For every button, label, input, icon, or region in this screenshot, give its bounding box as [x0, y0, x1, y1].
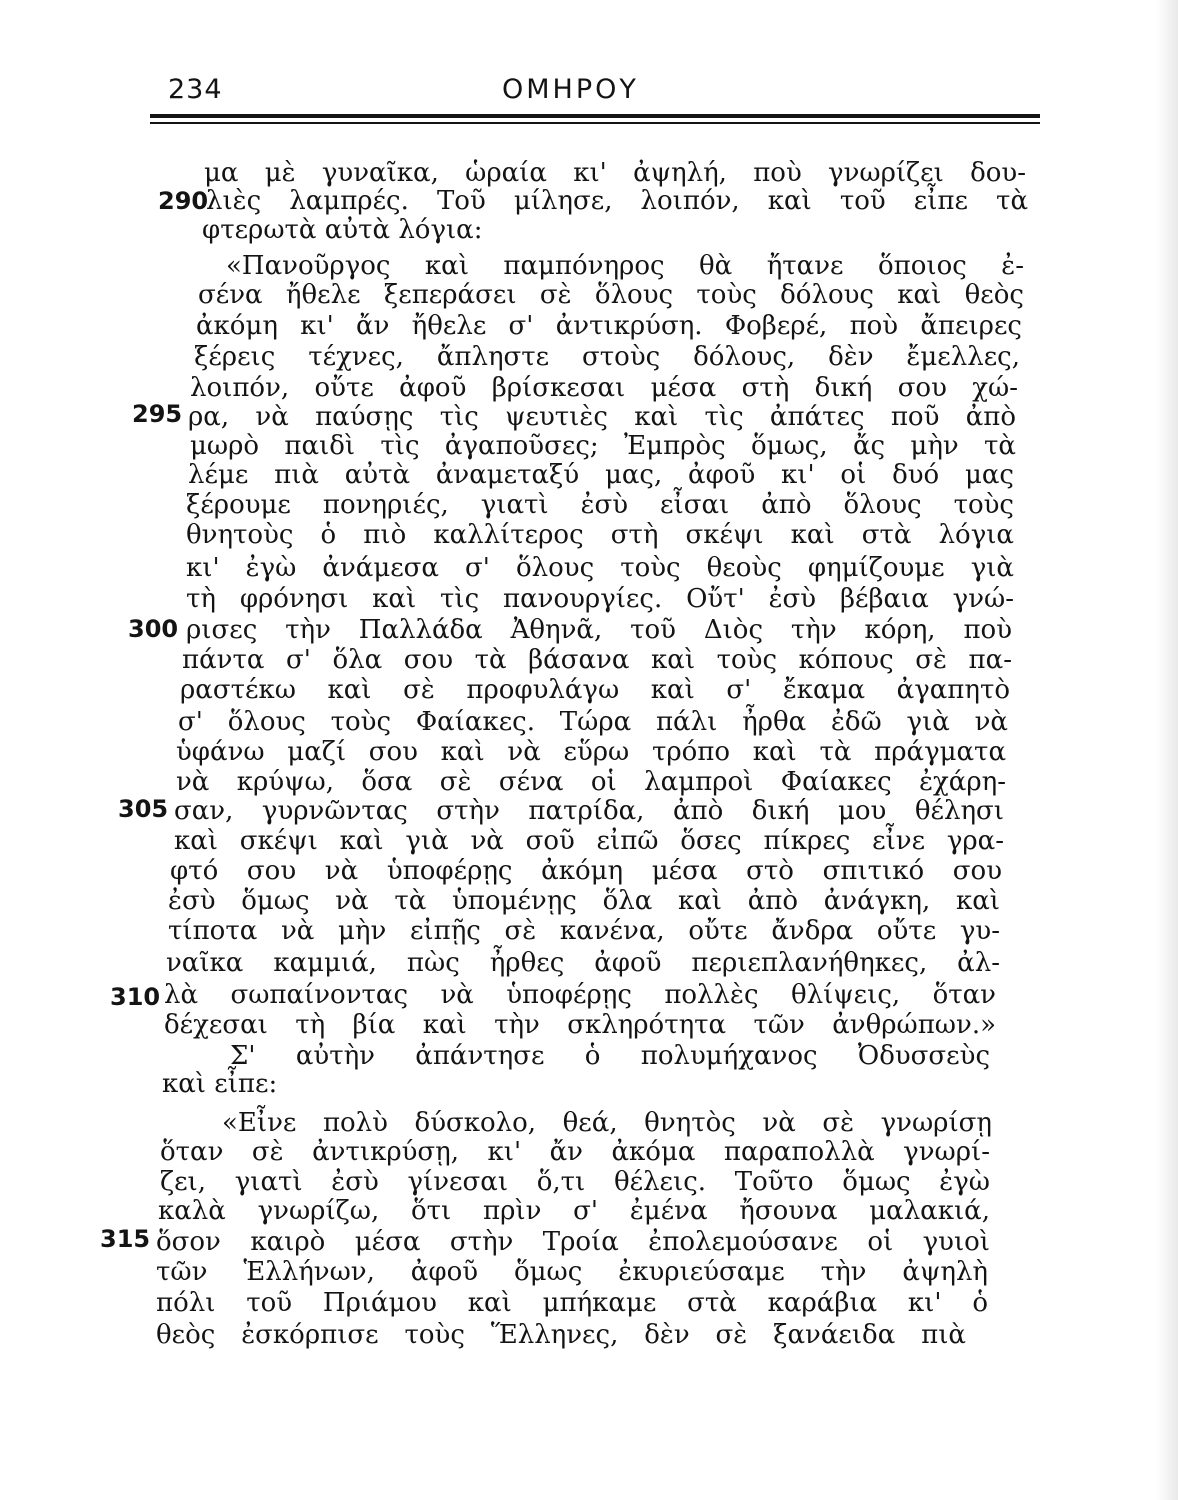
text-line: καὶ εἶπε:: [162, 1069, 278, 1099]
text-line: τῶν Ἑλλήνων, ἀφοῦ ὅμως ἐκυριεύσαμε τὴν ἀψηλὴ: [156, 1257, 988, 1287]
text-line: σαν, γυρνῶντας στὴν πατρίδα, ἀπὸ δική μου θέλησι: [174, 796, 1004, 826]
text-line: ὑφάνω μαζί σου καὶ νὰ εὕρω τρόπο καὶ τὰ πράγματα: [176, 737, 1006, 767]
text-line: λιὲς λαμπρές. Τοῦ μίλησε, λοιπόν, καὶ τοῦ εἶπε τὰ: [206, 186, 1028, 216]
text-line: δέχεσαι τὴ βία καὶ τὴν σκληρότητα τῶν ἀνθρώπων.»: [164, 1010, 996, 1040]
text-line: τίποτα νὰ μὴν εἰπῇς σὲ κανένα, οὔτε ἄνδρα οὔτε γυ-: [168, 916, 1000, 946]
text-line: Σ' αὐτὴν ἀπάντησε ὁ πολυμήχανος Ὀδυσσεὺς: [230, 1041, 990, 1071]
text-line: λέμε πιὰ αὐτὰ ἀναμεταξύ μας, ἀφοῦ κι' οἱ δυό μας: [188, 460, 1014, 490]
text-line: ναῖκα καμμιά, πὼς ἦρθες ἀφοῦ περιεπλανήθηκες, ἀλ-: [166, 948, 1000, 978]
line-number-300: 300: [128, 615, 179, 643]
text-line: πάντα σ' ὅλα σου τὰ βάσανα καὶ τοὺς κόπους σὲ πα-: [182, 645, 1012, 675]
text-line: τὴ φρόνησι καὶ τὶς πανουργίες. Οὔτ' ἐσὺ βέβαια γνώ-: [186, 584, 1014, 614]
text-line: θεὸς ἐσκόρπισε τοὺς Ἕλληνες, δὲν σὲ ξανάειδα πιὰ: [156, 1320, 966, 1350]
text-line: ἐσὺ ὅμως νὰ τὰ ὑπομένῃς ὅλα καὶ ἀπὸ ἀνάγκη, καὶ: [168, 886, 1000, 916]
text-line: σένα ἤθελε ξεπεράσει σὲ ὅλους τοὺς δόλους καὶ θεὸς: [198, 280, 1024, 310]
text-line: μα μὲ γυναῖκα, ὡραία κι' ἀψηλή, ποὺ γνωρίζει δου-: [204, 158, 1026, 188]
text-line: ἀκόμη κι' ἄν ἤθελε σ' ἀντικρύση. Φοβερέ, ποὺ ἄπειρες: [196, 311, 1022, 341]
text-line: καὶ σκέψι καὶ γιὰ νὰ σοῦ εἰπῶ ὅσες πίκρες εἶνε γρα-: [174, 826, 1004, 856]
text-line: ὅταν σὲ ἀντικρύσῃ, κι' ἄν ἀκόμα παραπολλὰ γνωρί-: [160, 1137, 990, 1167]
text-line: «Εἶνε πολὺ δύσκολο, θεά, θνητὸς νὰ σὲ γνωρίσῃ: [222, 1108, 992, 1138]
text-line: σ' ὅλους τοὺς Φαίακες. Τώρα πάλι ἦρθα ἐδῶ γιὰ νὰ: [178, 707, 1008, 737]
page-number: 234: [168, 74, 223, 105]
text-line: κι' ἐγὼ ἀνάμεσα σ' ὅλους τοὺς θεοὺς φημίζουμε γιὰ: [186, 553, 1014, 583]
text-line: ραστέκω καὶ σὲ προφυλάγω καὶ σ' ἔκαμα ἀγαπητὸ: [180, 675, 1010, 705]
running-title: ΟΜΗΡΟΥ: [502, 74, 639, 105]
text-line: φτερωτὰ αὐτὰ λόγια:: [202, 215, 483, 245]
text-line: θνητοὺς ὁ πιὸ καλλίτερος στὴ σκέψι καὶ στὰ λόγια: [186, 520, 1014, 550]
text-line: λὰ σωπαίνοντας νὰ ὑποφέρῃς πολλὲς θλίψεις, ὅταν: [164, 980, 996, 1010]
text-line: καλὰ γνωρίζω, ὅτι πρὶν σ' ἐμένα ἤσουνα μαλακιά,: [158, 1196, 990, 1226]
text-line: μωρὸ παιδὶ τὶς ἀγαποῦσες; Ἐμπρὸς ὅμως, ἄς μὴν τὰ: [190, 431, 1016, 461]
text-line: ξέρεις τέχνες, ἄπληστε στοὺς δόλους, δὲν ἔμελλες,: [194, 342, 1020, 372]
line-number-295: 295: [132, 400, 183, 428]
text-line: λοιπόν, οὔτε ἀφοῦ βρίσκεσαι μέσα στὴ δική σου χώ-: [190, 373, 1018, 403]
line-number-305: 305: [118, 795, 169, 823]
text-line: ξέρουμε πονηριές, γιατὶ ἐσὺ εἶσαι ἀπὸ ὅλους τοὺς: [186, 490, 1014, 520]
text-line: ζει, γιατὶ ἐσὺ γίνεσαι ὅ,τι θέλεις. Τοῦτο ὅμως ἐγὼ: [160, 1167, 990, 1197]
line-number-310: 310: [110, 983, 161, 1011]
text-line: ρισες τὴν Παλλάδα Ἀθηνᾶ, τοῦ Διὸς τὴν κόρη, ποὺ: [186, 615, 1012, 645]
line-number-315: 315: [100, 1225, 151, 1253]
text-line: πόλι τοῦ Πριάμου καὶ μπήκαμε στὰ καράβια κι' ὁ: [156, 1288, 988, 1318]
text-line: «Πανοῦργος καὶ παμπόνηρος θὰ ἤτανε ὅποιος ἐ-: [226, 251, 1024, 281]
text-line: φτό σου νὰ ὑποφέρῃς ἀκόμη μέσα στὸ σπιτικό σου: [170, 856, 1002, 886]
line-number-290: 290: [158, 187, 209, 215]
text-line: ρα, νὰ παύσῃς τὶς ψευτιὲς καὶ τὶς ἀπάτες ποῦ ἀπὸ: [188, 402, 1016, 432]
text-line: ὅσον καιρὸ μέσα στὴν Τροία ἐπολεμούσανε οἱ γυιοὶ: [156, 1227, 990, 1257]
text-line: νὰ κρύψω, ὅσα σὲ σένα οἱ λαμπροὶ Φαίακες ἐχάρη-: [176, 767, 1006, 797]
